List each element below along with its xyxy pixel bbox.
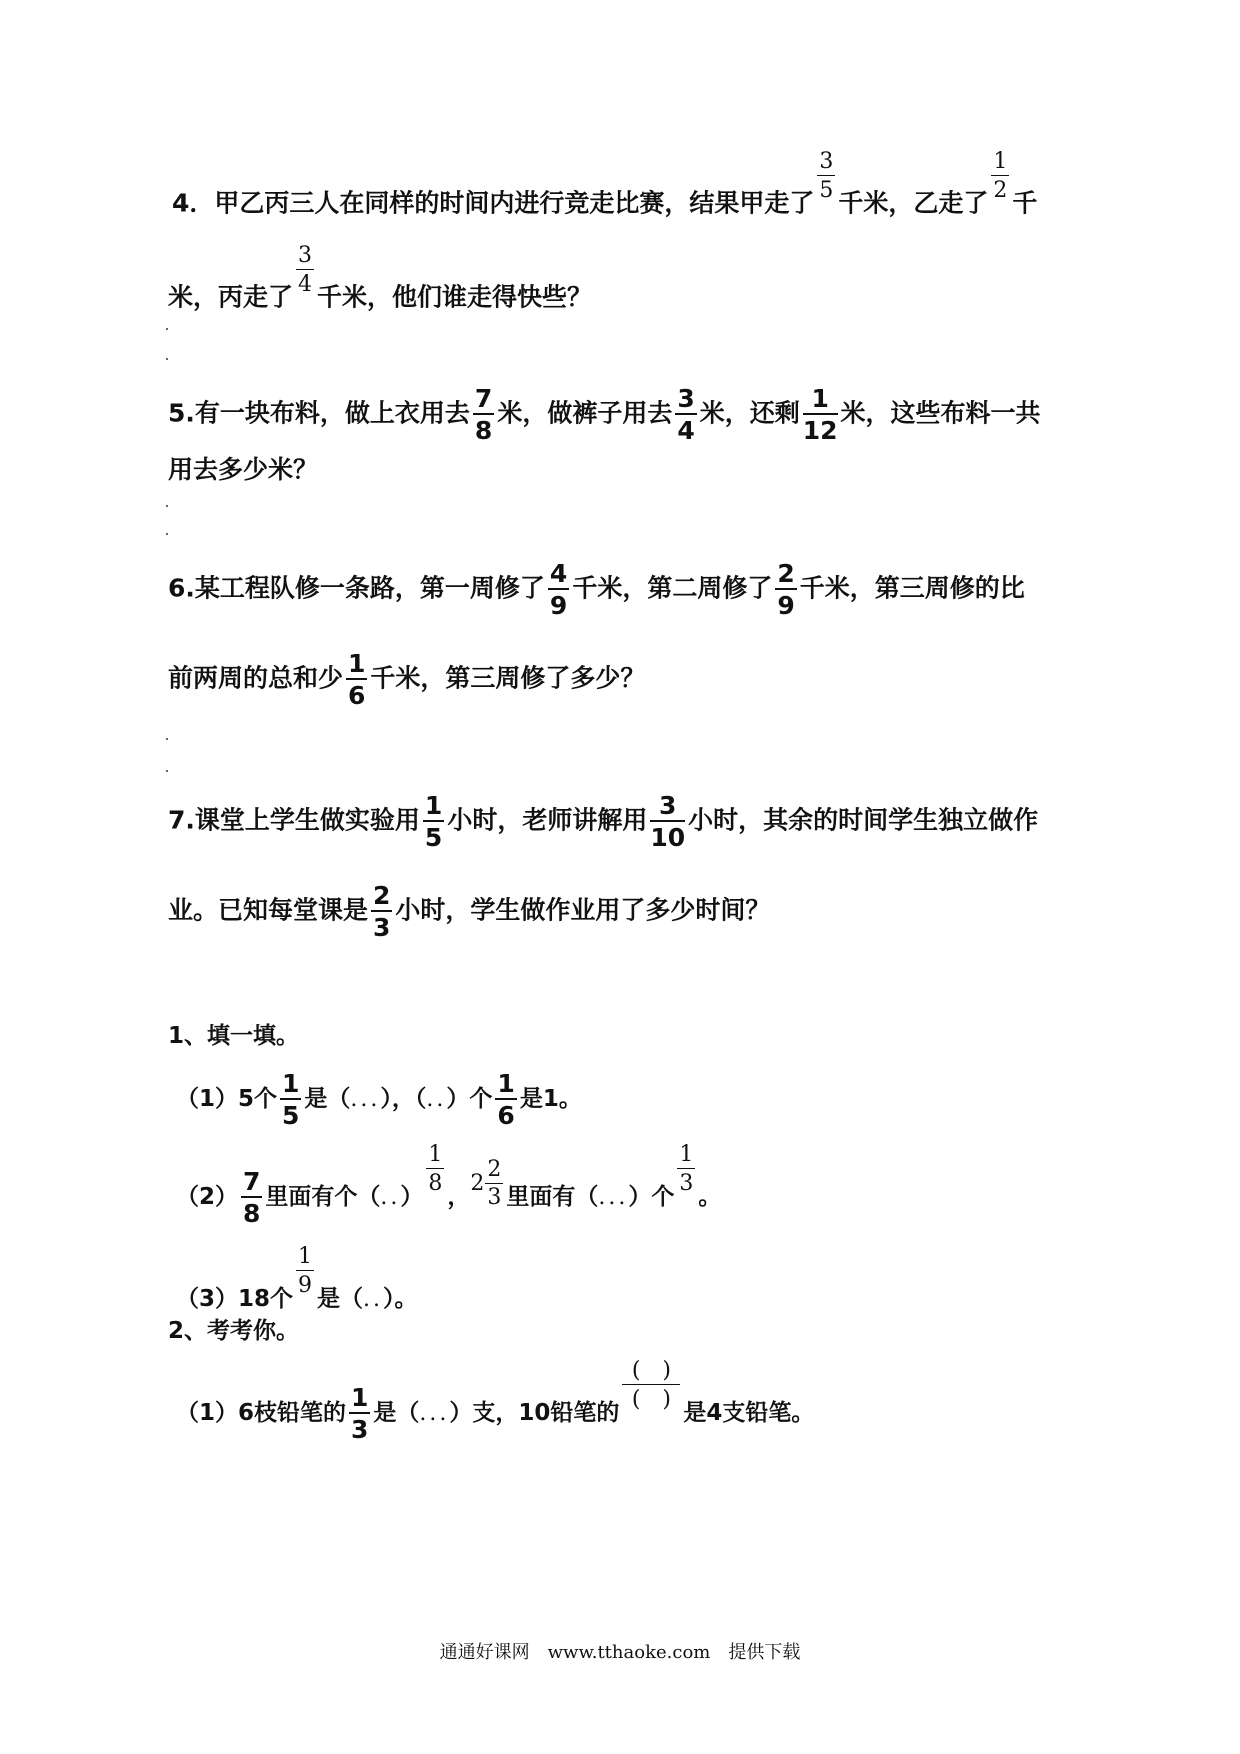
s1b-text-1: （2） xyxy=(176,1184,239,1210)
q7-text-1: 7.课堂上学生做实验用 xyxy=(168,805,420,835)
q5-text-5: 用去多少米？ xyxy=(168,455,319,484)
fraction: $\frac{2}{9}$ xyxy=(777,559,795,620)
section-1-item-2 xyxy=(176,1142,722,1228)
scan-speck xyxy=(166,738,168,740)
q7-text-2: 小时，老师讲解用 xyxy=(447,805,648,835)
s1a-text-3: ），（ xyxy=(380,1086,427,1112)
fraction: $\frac{1}{2}$ xyxy=(993,149,1008,203)
question-6-line-2 xyxy=(168,650,645,709)
fraction-blank[interactable]: $\frac{( )}{( )}$ xyxy=(622,1359,680,1412)
mixed-number-whole: 2 xyxy=(470,1170,485,1196)
s1a-text-4: ）个 xyxy=(446,1086,493,1112)
page-footer: 通通好课网 www.tthaoke.com 提供下载 xyxy=(439,1642,801,1663)
fraction: $\frac{3}{10}$ xyxy=(650,791,686,852)
fraction: $\frac{7}{8}$ xyxy=(243,1167,261,1228)
q6-text-5: 千米，第三周修了多少？ xyxy=(370,663,646,693)
fraction: $\frac{1}{5}$ xyxy=(282,1069,300,1130)
question-5-line-1 xyxy=(168,385,1041,444)
fraction: $\frac{1}{6}$ xyxy=(348,649,366,710)
q7-text-5: 小时，学生做作业用了多少时间？ xyxy=(395,895,771,925)
q5-text-2: 米，做裤子用去 xyxy=(497,398,673,428)
q5-text-1: 5.有一块布料，做上衣用去 xyxy=(168,398,470,428)
fraction: $\frac{7}{8}$ xyxy=(474,384,493,445)
s1b-text-2: 里面有个（ xyxy=(265,1184,381,1210)
q6-text-3: 千米，第三周修的比 xyxy=(799,573,1025,603)
fraction: $\frac{1}{9}$ xyxy=(298,1244,313,1298)
s1b-text-4: ， xyxy=(447,1184,471,1210)
answer-blank[interactable]: .. xyxy=(380,1185,401,1210)
fraction: $\frac{3}{5}$ xyxy=(819,149,834,203)
answer-blank[interactable]: .. xyxy=(426,1087,447,1112)
fraction: $\frac{1}{6}$ xyxy=(497,1069,515,1130)
s1a-text-5: 是1。 xyxy=(519,1086,582,1112)
s1b-text-3: ） xyxy=(400,1184,424,1210)
s2a-text-3: ）支，10铅笔的 xyxy=(449,1400,620,1426)
q7-text-4: 业。已知每堂课是 xyxy=(168,895,369,925)
s1c-text-3: ）。 xyxy=(383,1285,418,1312)
scan-speck xyxy=(166,328,168,330)
fraction: $\frac{1}{3}$ xyxy=(679,1142,694,1196)
s1a-text-2: 是（ xyxy=(304,1086,351,1112)
fraction: $\frac{2}{3}$ xyxy=(373,881,391,942)
fraction: $\frac{3}{4}$ xyxy=(298,243,313,297)
scan-speck xyxy=(166,358,168,360)
s2a-text-4: 是4支铅笔。 xyxy=(683,1400,815,1426)
answer-blank[interactable]: ... xyxy=(598,1185,629,1210)
fraction: $\frac{4}{9}$ xyxy=(549,559,568,620)
question-7-line-2 xyxy=(168,882,770,941)
q4-text-3: 千 xyxy=(1012,188,1038,218)
s1a-text-1: （1）5个 xyxy=(176,1086,278,1112)
s1c-text-1: （3）18个 xyxy=(176,1285,294,1312)
s1c-text-2: 是（ xyxy=(317,1285,364,1312)
question-4-line-2 xyxy=(168,243,593,325)
answer-blank[interactable]: ... xyxy=(419,1401,450,1426)
section-2-title-text: 2、考考你。 xyxy=(168,1318,300,1344)
s1b-text-5: 里面有（ xyxy=(506,1184,599,1210)
q7-text-3: 小时，其余的时间学生独立做作 xyxy=(688,805,1039,835)
scan-speck xyxy=(166,533,168,535)
q4-text-1: 4．甲乙丙三人在同样的时间内进行竞走比赛，结果甲走了 xyxy=(172,188,815,218)
q6-text-1: 6.某工程队修一条路，第一周修了 xyxy=(168,573,545,603)
question-6-line-1 xyxy=(168,560,1025,619)
q5-text-4: 米，这些布料一共 xyxy=(840,398,1041,428)
fraction: $\frac{1}{5}$ xyxy=(424,791,443,852)
fraction: $\frac{2}{3}$ xyxy=(487,1156,502,1210)
s2a-text-2: 是（ xyxy=(373,1400,420,1426)
fraction: $\frac{3}{4}$ xyxy=(677,384,695,445)
fraction: $\frac{1}{12}$ xyxy=(802,384,838,445)
answer-blank[interactable]: ... xyxy=(350,1087,381,1112)
s2a-text-1: （1）6枝铅笔的 xyxy=(176,1400,347,1426)
q4-text-2: 千米，乙走了 xyxy=(838,188,989,218)
section-1-title-text: 1、填一填。 xyxy=(168,1023,300,1049)
answer-blank[interactable]: .. xyxy=(363,1286,384,1312)
q4-text-4: 米，丙走了 xyxy=(168,282,294,312)
s1b-text-6: ）个 xyxy=(628,1184,675,1210)
question-7-line-1 xyxy=(168,792,1038,851)
section-2-title xyxy=(168,1320,299,1343)
fraction: $\frac{1}{3}$ xyxy=(351,1383,369,1444)
q4-text-5: 千米，他们谁走得快些？ xyxy=(317,282,593,312)
q5-text-3: 米，还剩 xyxy=(699,398,800,428)
s1b-text-7: 。 xyxy=(698,1184,722,1210)
fraction: $\frac{1}{8}$ xyxy=(428,1142,443,1196)
q6-text-2: 千米，第二周修了 xyxy=(572,573,773,603)
question-4-line-1 xyxy=(172,149,1038,231)
section-1-item-1 xyxy=(176,1070,582,1129)
section-1-title xyxy=(168,1025,299,1048)
scan-speck xyxy=(166,505,168,507)
scan-speck xyxy=(166,770,168,772)
question-5-line-2 xyxy=(168,457,318,482)
q6-text-4: 前两周的总和少 xyxy=(168,663,344,693)
section-2-item-1 xyxy=(176,1358,815,1444)
